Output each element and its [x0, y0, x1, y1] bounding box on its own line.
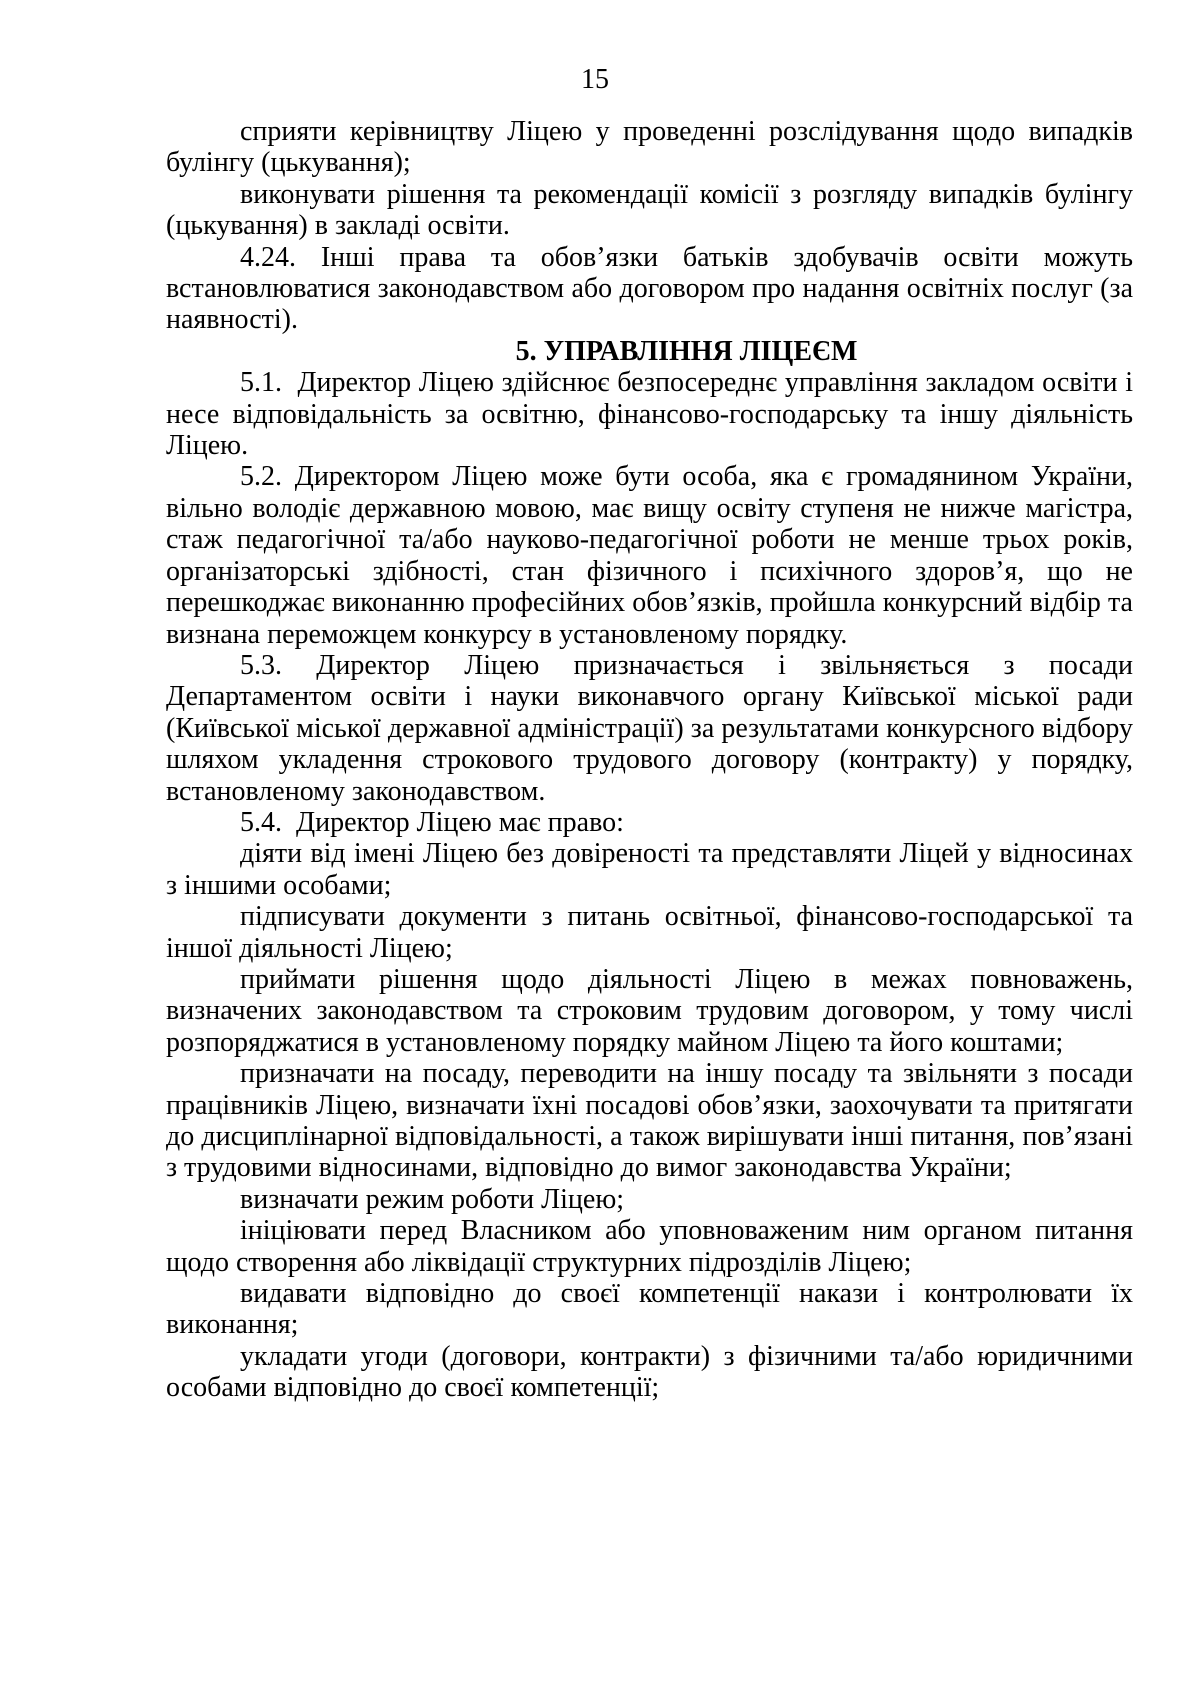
paragraph: ініціювати перед Власником або уповноваженим ним органом питання щодо створення або ліквідації структурних підрозділів Ліцею; [166, 1215, 1133, 1278]
paragraph: призначати на посаду, переводити на іншу посаду та звільняти з посади працівників Ліцею, визначати їхні посадові обов’язки, заохочувати та притягати до дисциплінарної відповідальності, а також вирішувати інші питання, пов’язані з трудовими відносинами, відповідно до вимог законодавства України; [166, 1058, 1133, 1184]
paragraph: сприяти керівництву Ліцею у проведенні розслідування щодо випадків булінгу (цькування); [166, 116, 1133, 179]
paragraph: 5.2. Директором Ліцею може бути особа, яка є громадянином України, вільно володіє державною мовою, має вищу освіту ступеня не нижче магістра, стаж педагогічної та/або науково-педагогічної роботи не менше трьох років, організаторські здібності, стан фізичного і психічного здоров’я, що не перешкоджає виконанню професійних обов’язків, пройшла конкурсний відбір та визнана переможцем конкурсу в установленому порядку. [166, 461, 1133, 650]
paragraph: приймати рішення щодо діяльності Ліцею в межах повноважень, визначених законодавством та строковим трудовим договором, у тому числі розпоряджатися в установленому порядку майном Ліцею та його коштами; [166, 963, 1133, 1058]
paragraph: діяти від імені Ліцею без довіреності та представляти Ліцей у відносинах з іншими особами; [166, 838, 1133, 901]
paragraph: підписувати документи з питань освітньої, фінансово-господарської та іншої діяльності Ліцею; [166, 901, 1133, 964]
paragraph: 5.1. Директор Ліцею здійснює безпосереднє управління закладом освіти і несе відповідальність за освітню, фінансово-господарську та іншу діяльність Ліцею. [166, 367, 1133, 462]
document-body [166, 116, 1133, 1404]
section-heading: 5. УПРАВЛІННЯ ЛІЦЕЄМ [515, 335, 858, 367]
page-number: 15 [581, 64, 609, 95]
paragraph: видавати відповідно до своєї компетенції накази і контролювати їх виконання; [166, 1278, 1133, 1341]
paragraph: 5.3. Директор Ліцею призначається і звільняється з посади Департаментом освіти і науки виконавчого органу Київської міської ради (Київської міської державної адміністрації) за результатами конкурсного відбору шляхом укладення строкового трудового договору (контракту) у порядку, встановленому законодавством. [166, 649, 1133, 807]
paragraph: виконувати рішення та рекомендації комісії з розгляду випадків булінгу (цькування) в закладі освіти. [166, 178, 1133, 242]
paragraph: визначати режим роботи Ліцею; [240, 1183, 625, 1215]
paragraph: 5.4. Директор Ліцею має право: [240, 806, 624, 838]
paragraph: укладати угоди (договори, контракти) з фізичними та/або юридичними особами відповідно до своєї компетенції; [166, 1340, 1133, 1404]
paragraph: 4.24. Інші права та обов’язки батьків здобувачів освіти можуть встановлюватися законодавством або договором про надання освітніх послуг (за наявності). [166, 241, 1133, 336]
